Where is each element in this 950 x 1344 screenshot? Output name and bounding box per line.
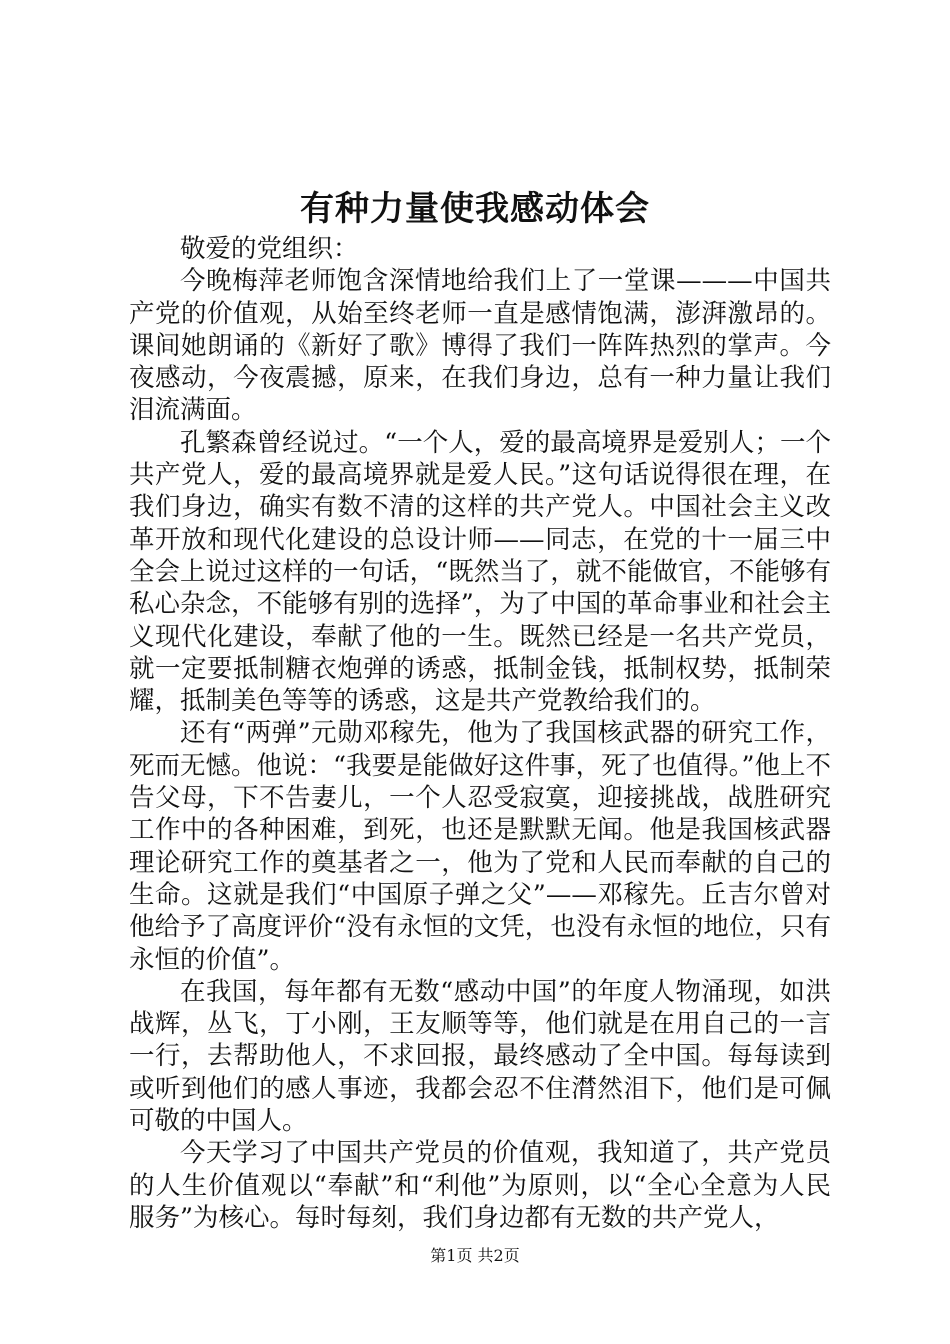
paragraph-5: 今天学习了中国共产党员的价值观，我知道了，共产党员的人生价值观以“奉献”和“利他”为原则，以“全心全意为人民服务”为核心。每时每刻，我们身边都有无数的共产党人，: [129, 1138, 831, 1233]
document-title: 有种力量使我感动体会: [300, 189, 650, 229]
paragraph-4: 在我国，每年都有无数“感动中国”的年度人物涌现，如洪战辉，丛飞，丁小刚，王友顺等等，他们就是在用自己的一言一行，去帮助他人，不求回报，最终感动了全中国。每每读到或听到他们的感人事迹，我都会忍不住潸然泪下，他们是可佩可敬的中国人。: [129, 976, 831, 1137]
salutation: 敬爱的党组织：: [180, 234, 359, 264]
paragraph-3: 还有“两弹”元勋邓稼先，他为了我国核武器的研究工作，死而无憾。他说：“我要是能做好这件事，死了也值得。”他上不告父母，下不告妻儿，一个人忍受寂寞，迎接挑战，战胜研究工作中的各种困难，到死，也还是默默无闻。他是我国核武器理论研究工作的奠基者之一，他为了党和人民而奉献的自己的生命。这就是我们“中国原子弹之父”——邓稼先。丘吉尔曾对他给予了高度评价“没有永恒的文凭，也没有永恒的地位，只有永恒的价值”。: [129, 718, 831, 975]
document-body: [129, 233, 831, 1234]
page-footer: 第1页 共2页: [430, 1246, 520, 1265]
paragraph-2: 孔繁森曾经说过。“一个人，爱的最高境界是爱别人；一个共产党人，爱的最高境界就是爱人民。”这句话说得很在理，在我们身边，确实有数不清的这样的共产党人。中国社会主义改革开放和现代化建设的总设计师——同志，在党的十一届三中全会上说过这样的一句话，“既然当了，就不能做官，不能够有私心杂念，不能够有别的选择”，为了中国的革命事业和社会主义现代化建设，奉献了他的一生。既然已经是一名共产党员，就一定要抵制糖衣炮弹的诱惑，抵制金钱，抵制权势，抵制荣耀，抵制美色等等的诱惑，这是共产党教给我们的。: [129, 427, 831, 717]
paragraph-1: 今晚梅萍老师饱含深情地给我们上了一堂课———中国共产党的价值观，从始至终老师一直是感情饱满，澎湃激昂的。课间她朗诵的《新好了歌》博得了我们一阵阵热烈的掌声。今夜感动，今夜震撼，原来，在我们身边，总有一种力量让我们泪流满面。: [129, 266, 831, 426]
